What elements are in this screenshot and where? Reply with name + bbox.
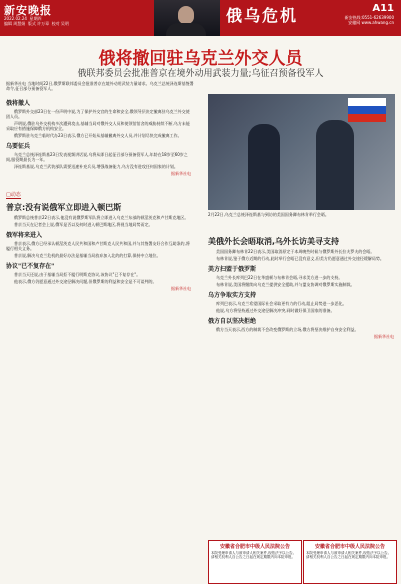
photo-person-left	[248, 124, 280, 210]
dynamic-tag: □动态	[6, 192, 21, 198]
court-notice-ad	[303, 540, 397, 584]
main-headline: 俄将撤回驻乌克兰外交人员	[98, 49, 303, 69]
page-header	[0, 0, 401, 36]
paragraph: 俄罗斯总统普京22日表示,他没有说俄罗斯军队将立即进入乌克兰东部的顿涅茨克和卢甘斯克地区。	[14, 215, 189, 220]
paragraph: 库列巴表示,乌克兰希望国际社会采取更有力的行动,阻止局势进一步恶化。	[216, 301, 347, 306]
lead-paragraph: 据新华社电 当地时间22日,俄罗斯联邦委员会批准普京在境外动用武装力量请求。乌克兰总统泽连斯基签署命令,征召部分预备役军人。	[6, 81, 194, 91]
paragraph: 他说,乌方将坚持通过外交途径解决冲突,同时做好保卫国家的准备。	[216, 308, 335, 313]
paragraph: 普京表示,俄方已经承认顿涅茨克人民共和国和卢甘斯克人民共和国,并与其签署友好合作互助条约,将履行相关义务。	[6, 241, 190, 251]
paragraph: 乌克兰外长库列巴22日在华盛顿与布林肯会晤,寻求美方进一步的支持。	[216, 275, 343, 280]
portrait-head	[178, 6, 194, 24]
photo-caption: 2月22日,乌克兰总统泽连斯基与到访的美国国务卿布林肯举行会晤。	[208, 212, 329, 217]
story-title: 普京:没有说俄军立即进入顿巴斯	[6, 203, 122, 212]
section-heading: 俄方自以坚决拒绝	[208, 318, 257, 325]
sub-headline: 俄联邦委员会批准普京在境外动用武装力量;乌征召预备役军人	[77, 69, 324, 79]
ad-body: 本院受理申请人与被申请人相关案件,现依法予以公告。请相关权利人自公告之日起在规定期限内向本院申报。	[211, 551, 297, 559]
court-notice-ad	[208, 540, 302, 584]
paragraph: 俄罗斯驻乌克兰临时代办23日表示,俄方已开始从基辅撤离外交人员,并计划尽快完成撤离工作。	[14, 133, 182, 138]
paragraph: 声明说,俄驻乌外交机构多次遭到攻击,基辅当局对俄外交人员和使领馆馆舍的威胁持续不断,乌方未能采取应有措施保障俄方机构安全。	[6, 121, 190, 131]
paragraph: 美国国务卿布林肯22日表示,美国取消原定于本周晚些时候与俄罗斯外长拉夫罗夫的会晤。	[216, 249, 375, 254]
issue-meta: 2022.02.24 星期四 编辑 周慧娟 版式 许万章 校对 吴明	[4, 16, 69, 26]
paragraph: 普京当天还说,由于基辅当局拒不履行明斯克协议,该协议"已不复存在"。	[14, 272, 141, 277]
right-column	[208, 235, 394, 340]
paragraph: 泽连斯基说,乌克兰武装部队需要迅速补充兵员,增强战备能力,乌方没有进攻任何国家的计划。	[14, 164, 178, 169]
photo-person-right	[316, 120, 354, 210]
section-heading: 乌方争取实方支持	[208, 292, 257, 299]
paragraph: 他表示,俄方仍愿意通过外交途径解决问题,但俄罗斯的利益和安全是不可谈判的。	[14, 279, 157, 284]
article-credit: 据新华社电	[171, 171, 191, 176]
article-credit: 据新华社电	[374, 334, 394, 339]
section-heading: 协议"已不复存在"	[6, 263, 55, 270]
page-number: A11	[372, 3, 394, 14]
section-heading: 俄军将来进入	[6, 232, 43, 239]
masthead-logo: 新安晚报	[4, 4, 52, 17]
header-contact: 新安热线:0551-62639900 安徽网 www.ahwang.cn	[344, 15, 394, 25]
section-heading: 美方扫盟于俄罗斯	[208, 266, 257, 273]
paragraph: 乌克兰总统泽连斯基23日发表视频讲话说,乌将从即日起征召部分预备役军人,年龄在18岁至60岁之间,服役期最长为一年。	[6, 152, 188, 162]
header-portrait-photo	[154, 0, 220, 36]
section	[6, 98, 191, 138]
paragraph: 俄方当天表示,西方的制裁不会改变俄罗斯的立场,俄方将坚决维护自身安全利益。	[216, 327, 359, 332]
paragraph: 普京说,解决乌克兰危机的最好办法是基辅当局放弃加入北约的打算,保持中立地位。	[14, 253, 161, 258]
section-heading: 乌要征兵	[6, 143, 31, 150]
section	[6, 141, 191, 169]
section-heading: 俄将撤人	[6, 100, 31, 107]
ad-title: 安徽省合肥市中级人民法院公告	[314, 544, 385, 550]
photo-flag	[348, 98, 386, 122]
article-credit: 据新华社电	[171, 286, 191, 291]
news-photo	[208, 94, 395, 210]
portrait-body	[166, 23, 206, 36]
story-title: 美俄外长会晤取消,乌外长访美寻支持	[208, 237, 340, 246]
paragraph: 布林肯说,鉴于俄方近期的行动,此时举行会晤已没有意义,但美方仍愿意通过外交途径缓解局势。	[216, 256, 384, 261]
ad-body: 本院受理申请人与被申请人相关案件,现依法予以公告。请相关权利人自公告之日起在规定期限内向本院申报。	[306, 551, 392, 559]
section-title: 俄乌危机	[226, 6, 299, 25]
ad-title: 安徽省合肥市中级人民法院公告	[219, 544, 290, 550]
left-column	[6, 95, 191, 292]
paragraph: 俄罗斯外交部23日在一份声明中说,为了保护外交官的生命和安全,俄领导层决定撤离驻乌克兰外交使团人员。	[6, 109, 190, 119]
dynamic-news	[6, 181, 191, 292]
paragraph: 布林肯说,美国将继续向乌克兰提供安全援助,并与盟友协调对俄罗斯实施制裁。	[216, 282, 355, 287]
paragraph: 普京当天在记者会上说,俄军是否以及何时进入顿巴斯地区,将视当地局势而定。	[14, 222, 153, 227]
